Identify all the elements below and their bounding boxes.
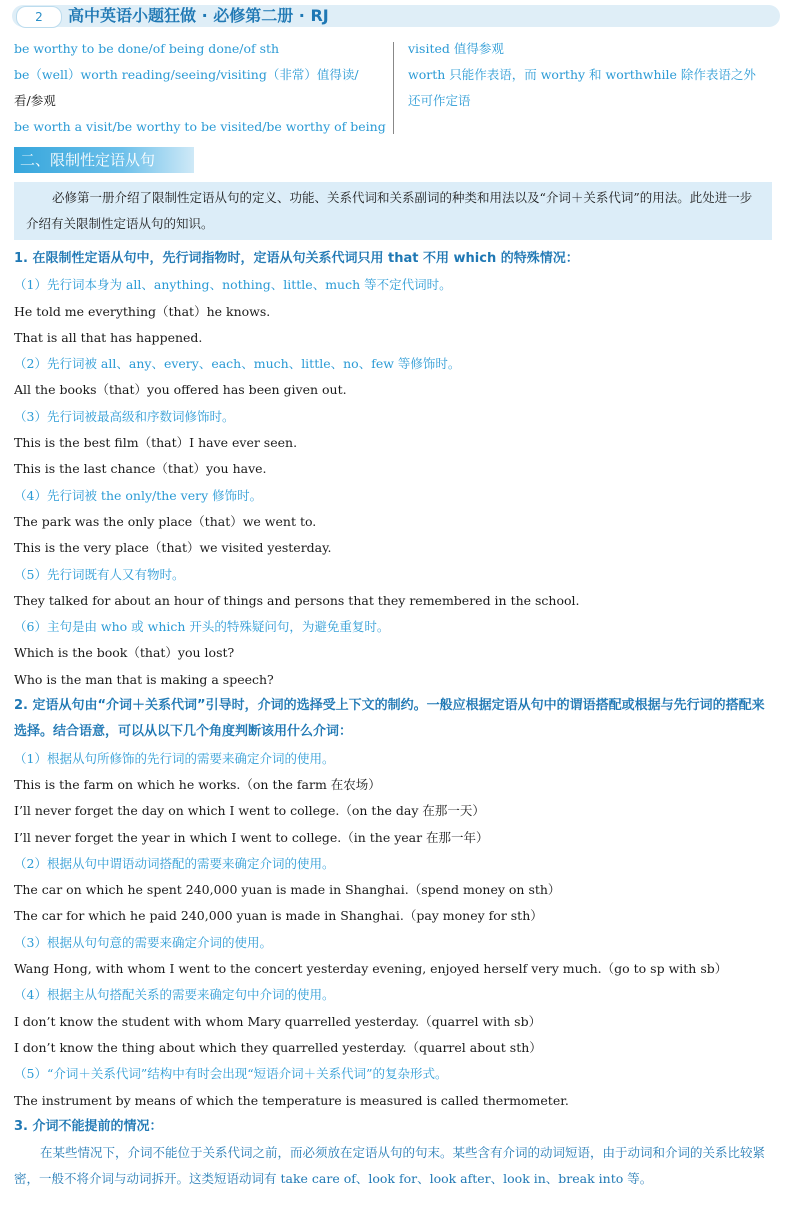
sub-rule: （3）根据从句句意的需要来确定介词的使用。 (14, 934, 272, 950)
sub-rule: （5）“介词＋关系代词”结构中有时会出现“短语介词＋关系代词”的复杂形式。 (14, 1066, 448, 1082)
example-sentence: The instrument by means of which the temperature is measured is called thermometer. (14, 1092, 569, 1108)
intro-box: 必修第一册介绍了限制性定语从句的定义、功能、关系代词和关系副词的种类和用法以及“介词＋关系代词”的用法。此处进一步介绍有关限制性定语从句的知识。 (14, 182, 772, 240)
example-sentence: This is the very place（that）we visited yesterday. (14, 540, 332, 556)
sub-rule: （4）先行词被 the only/the very 修饰时。 (14, 487, 263, 503)
top-left-line: be（well）worth reading/seeing/visiting（非常）值得读/ (14, 67, 359, 82)
example-sentence: I’ll never forget the year in which I went to college.（in the year 在那一年） (14, 829, 489, 845)
example-sentence: All the books（that）you offered has been given out. (14, 382, 347, 398)
sub-rule: （4）根据主从句搭配关系的需要来确定句中介词的使用。 (14, 987, 335, 1003)
example-sentence: Which is the book（that）you lost? (14, 645, 235, 661)
example-sentence: Wang Hong, with whom I went to the concert yesterday evening, enjoyed herself very much.（go to sp with sb） (14, 961, 728, 977)
example-sentence: He told me everything（that）he knows. (14, 303, 271, 319)
example-sentence: The park was the only place（that）we went to. (14, 513, 317, 529)
example-sentence: This is the last chance（that）you have. (14, 461, 267, 477)
example-sentence: I’ll never forget the day on which I went to college.（on the day 在那一天） (14, 803, 485, 819)
example-sentence: They talked for about an hour of things and persons that they remembered in the school. (14, 592, 580, 608)
top-right-line: 还可作定语 (408, 93, 471, 108)
example-sentence: That is all that has happened. (14, 329, 203, 345)
top-left-column (14, 36, 386, 140)
explanation-paragraph: 在某些情况下，介词不能位于关系代词之前，而必须放在定语从句的句末。某些含有介词的动词短语，由于动词和介词的关系比较紧密，一般不将介词与动词拆开。这类短语动词有 take care of、look for、look after、look in、break into 等。 (14, 1145, 766, 1187)
sub-rule: （3）先行词被最高级和序数词修饰时。 (14, 408, 235, 424)
top-left-line: be worthy to be done/of being done/of sth (14, 41, 280, 56)
top-right-line: visited 值得参观 (408, 41, 504, 56)
column-divider (393, 42, 394, 134)
sub-rule: （2）先行词被 all、any、every、each、much、little、no、few 等修饰时。 (14, 356, 461, 372)
example-sentence: The car for which he paid 240,000 yuan is made in Shanghai.（pay money for sth） (14, 908, 543, 924)
example-sentence: Who is the man that is making a speech? (14, 671, 274, 687)
sub-rule: （1）根据从句所修饰的先行词的需要来确定介词的使用。 (14, 750, 335, 766)
rule-heading: 2. 定语从句由“介词＋关系代词”引导时，介词的选择受上下文的制约。一般应根据定语从句中的谓语搭配或根据与先行词的搭配来选择。结合语意，可以从以下几个角度判断该用什么介词： (14, 698, 765, 740)
sub-rule: （6）主句是由 who 或 which 开头的特殊疑问句，为避免重复时。 (14, 619, 390, 635)
content-body (14, 246, 774, 1193)
sub-rule: （1）先行词本身为 all、anything、nothing、little、much 等不定代词时。 (14, 277, 452, 293)
section-title: 二、限制性定语从句 (14, 147, 194, 173)
top-left-line: 看/参观 (14, 93, 56, 108)
page-number: 2 (16, 6, 62, 28)
example-sentence: This is the farm on which he works.（on the farm 在农场） (14, 776, 381, 792)
top-left-line: be worth a visit/be worthy to be visited/be worthy of being (14, 119, 386, 134)
book-title: 高中英语小题狂做 · 必修第二册 · RJ (68, 6, 329, 25)
example-sentence: I don’t know the student with whom Mary quarrelled yesterday.（quarrel with sb） (14, 1013, 542, 1029)
example-sentence: I don’t know the thing about which they quarrelled yesterday.（quarrel about sth） (14, 1039, 542, 1055)
sub-rule: （2）根据从句中谓语动词搭配的需要来确定介词的使用。 (14, 855, 335, 871)
sub-rule: （5）先行词既有人又有物时。 (14, 566, 185, 582)
example-sentence: The car on which he spent 240,000 yuan is made in Shanghai.（spend money on sth） (14, 882, 561, 898)
top-right-column (408, 36, 780, 114)
rule-heading: 1. 在限制性定语从句中，先行词指物时，定语从句关系代词只用 that 不用 which 的特殊情况： (14, 251, 579, 266)
example-sentence: This is the best film（that）I have ever seen. (14, 435, 298, 451)
page-header (12, 5, 780, 29)
rule-heading: 3. 介词不能提前的情况： (14, 1118, 163, 1134)
top-right-line: worth 只能作表语，而 worthy 和 worthwhile 除作表语之外 (408, 67, 756, 82)
